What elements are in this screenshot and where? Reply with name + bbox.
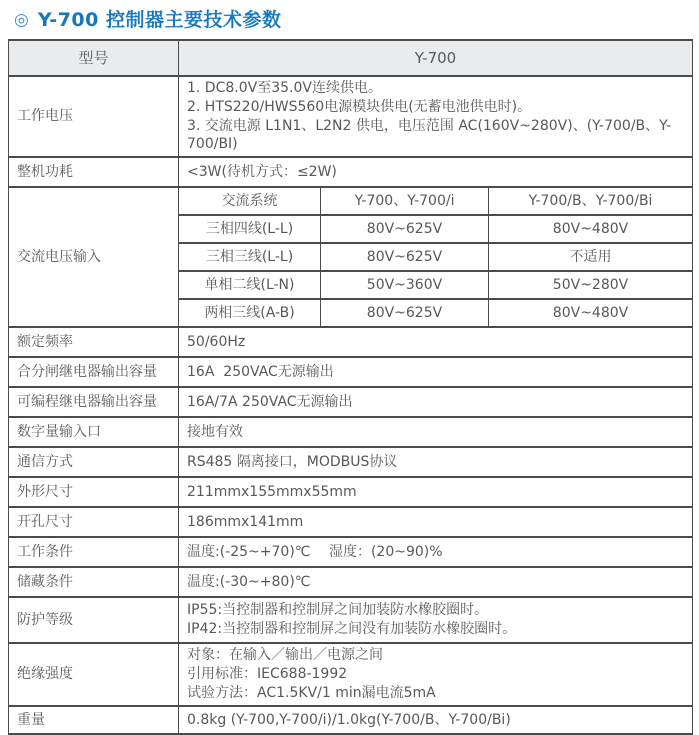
ac-range: 不适用	[489, 243, 693, 271]
spec-value: RS485 隔离接口，MODBUS协议	[179, 447, 693, 477]
ac-range: 50V~280V	[489, 271, 693, 299]
value-line: 1. DC8.0V至35.0V连续供电。	[187, 79, 382, 96]
spec-value	[179, 643, 693, 706]
spec-value: 16A/7A 250VAC无源输出	[179, 387, 693, 417]
spec-label: 开孔尺寸	[9, 507, 179, 537]
spec-label: 合分闸继电器输出容量	[9, 357, 179, 387]
value-line: 试验方法：AC1.5KV/1 min漏电流5mA	[187, 685, 436, 702]
row-working-voltage	[9, 76, 693, 158]
spec-value: 16A 250VAC无源输出	[179, 357, 693, 387]
spec-label: 工作条件	[9, 537, 179, 567]
ac-wiring-type: 三相三线(L-L)	[179, 243, 321, 271]
spec-label: 额定频率	[9, 327, 179, 357]
spec-label: 工作电压	[9, 76, 179, 158]
spec-value	[179, 597, 693, 643]
ac-range: 80V~480V	[489, 299, 693, 327]
spec-label: 外形尺寸	[9, 477, 179, 507]
spec-value: 186mmx141mm	[179, 507, 693, 537]
ac-range: 50V~360V	[321, 271, 489, 299]
section-title	[0, 0, 699, 38]
row-programmable-relay-output	[9, 387, 693, 417]
spec-value: 温度:(-30~+80)℃	[179, 567, 693, 597]
spec-value: 211mmx155mmx55mm	[179, 477, 693, 507]
spec-label: 重量	[9, 706, 179, 734]
value-line: IP55:当控制器和控制屏之间加装防水橡胶圈时。	[187, 602, 489, 619]
spec-label: 数字量输入口	[9, 417, 179, 447]
value-line: 引用标准：IEC688-1992	[187, 666, 348, 683]
spec-value: 0.8kg (Y-700,Y-700/i)/1.0kg(Y-700/B、Y-700/Bi)	[179, 706, 693, 734]
ac-wiring-type: 两相三线(A-B)	[179, 299, 321, 327]
row-communication	[9, 447, 693, 477]
row-insulation-strength	[9, 643, 693, 706]
model-header-value: Y-700	[179, 40, 693, 76]
spec-value: 接地有效	[179, 417, 693, 447]
spec-value	[179, 76, 693, 158]
ac-system-header: 交流系统	[179, 187, 321, 215]
spec-table	[8, 39, 693, 735]
ac-range: 80V~625V	[321, 299, 489, 327]
spec-value: <3W(待机方式：≤2W)	[179, 157, 693, 187]
spec-label: 交流电压输入	[9, 187, 179, 327]
table-header-row	[9, 40, 693, 76]
row-power-consumption	[9, 157, 693, 187]
model-header-label: 型号	[9, 40, 179, 76]
double-circle-icon: ◎	[14, 9, 29, 30]
spec-label: 通信方式	[9, 447, 179, 477]
row-switch-relay-output	[9, 357, 693, 387]
value-line: 2. HTS220/HWS560电源模块供电(无蓄电池供电时)。	[187, 98, 532, 115]
page-title: Y-700 控制器主要技术参数	[37, 9, 282, 31]
value-line: IP42:当控制器和控制屏之间没有加装防水橡胶圈时。	[187, 621, 517, 638]
ac-range: 80V~480V	[489, 215, 693, 243]
row-digital-input	[9, 417, 693, 447]
row-outline-dimensions	[9, 477, 693, 507]
ac-model-col2-header: Y-700/B、Y-700/Bi	[489, 187, 693, 215]
ac-range: 80V~625V	[321, 215, 489, 243]
value-line: 对象：在输入／输出／电源之间	[187, 647, 383, 664]
spec-label: 整机功耗	[9, 157, 179, 187]
spec-label: 防护等级	[9, 597, 179, 643]
row-weight	[9, 706, 693, 734]
row-ac-voltage-subheader	[9, 187, 693, 215]
spec-label: 储藏条件	[9, 567, 179, 597]
spec-label: 可编程继电器输出容量	[9, 387, 179, 417]
row-storage-conditions	[9, 567, 693, 597]
spec-label: 绝缘强度	[9, 643, 179, 706]
value-line: 3. 交流电源 L1N1、L2N2 供电，电压范围 AC(160V~280V)、(Y-700/B、Y-700/BI)	[187, 117, 672, 153]
ac-range: 80V~625V	[321, 243, 489, 271]
row-cutout-dimensions	[9, 507, 693, 537]
ac-wiring-type: 单相二线(L-N)	[179, 271, 321, 299]
row-rated-frequency	[9, 327, 693, 357]
spec-value: 温度:(-25~+70)℃ 湿度：(20~90)%	[179, 537, 693, 567]
row-protection-rating	[9, 597, 693, 643]
ac-wiring-type: 三相四线(L-L)	[179, 215, 321, 243]
spec-value: 50/60Hz	[179, 327, 693, 357]
row-operating-conditions	[9, 537, 693, 567]
ac-model-col1-header: Y-700、Y-700/i	[321, 187, 489, 215]
